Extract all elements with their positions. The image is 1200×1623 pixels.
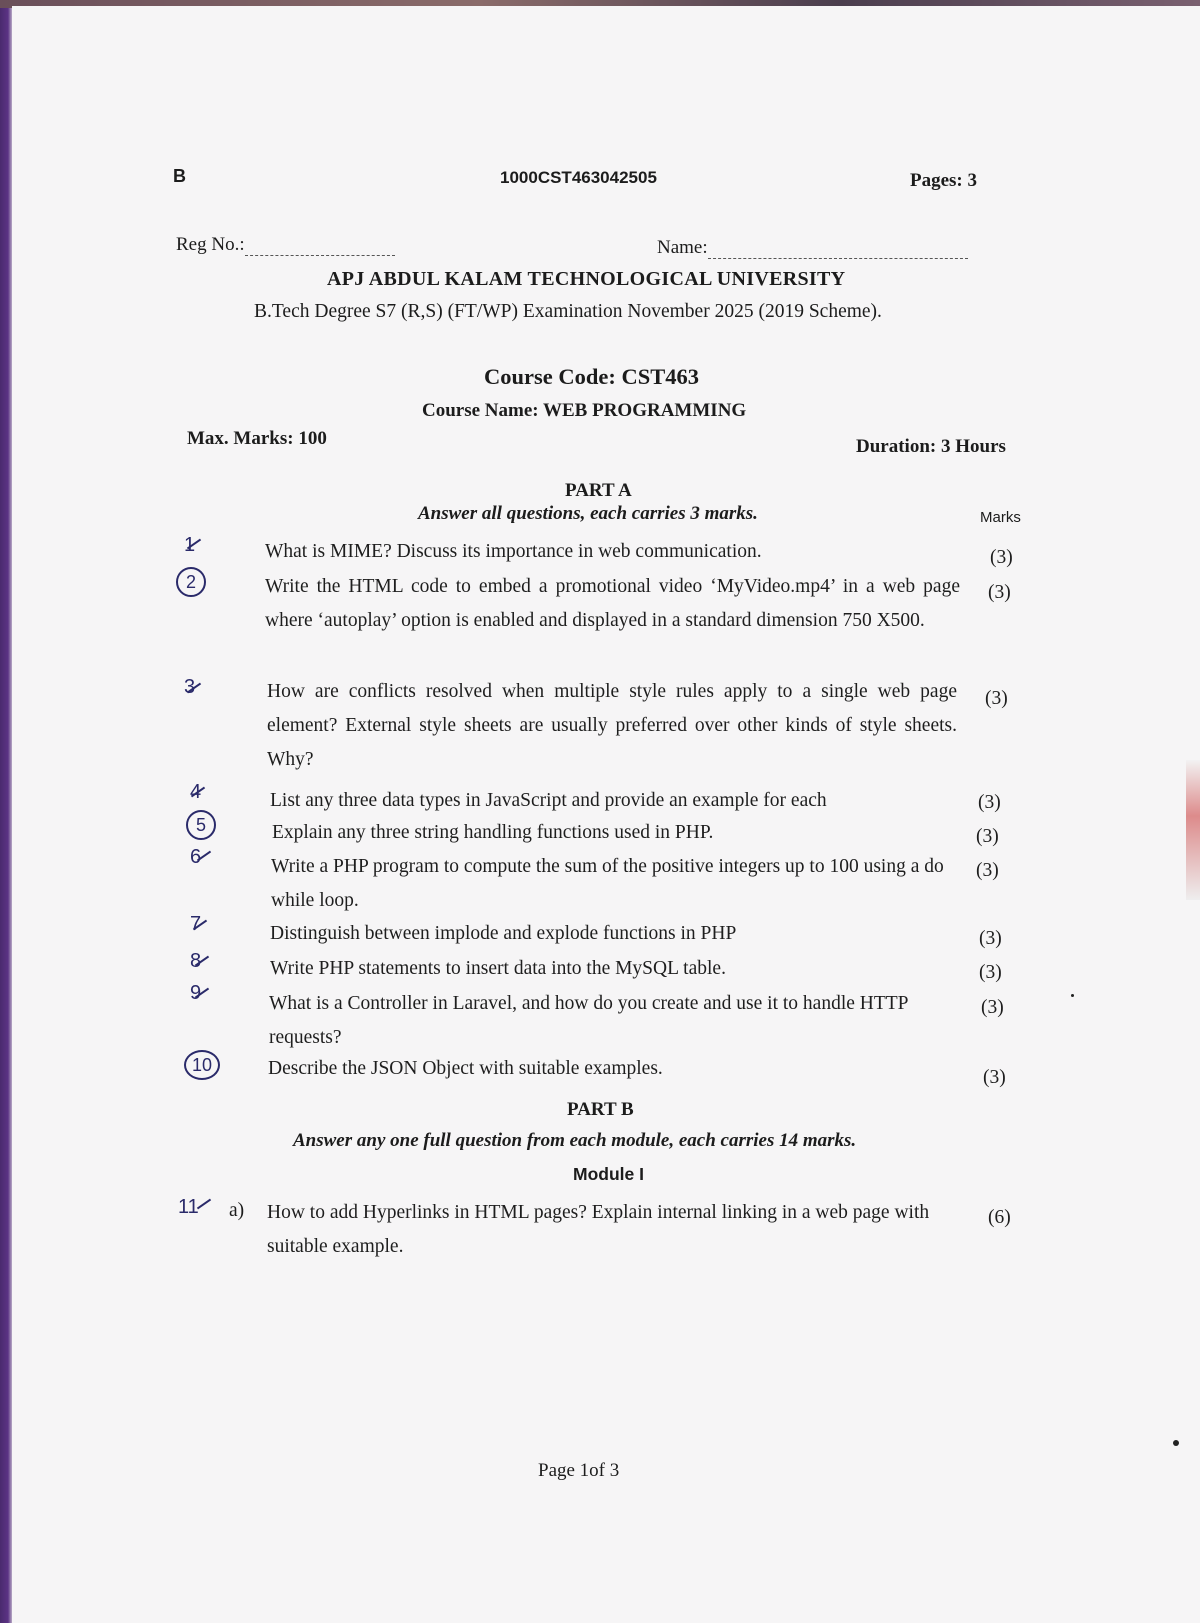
university-name: APJ ABDUL KALAM TECHNOLOGICAL UNIVERSITY	[327, 268, 846, 290]
question-number: 3	[184, 676, 196, 698]
question-number: 2	[176, 567, 206, 597]
question-text: How are conflicts resolved when multiple style rules apply to a single web page element? External style sheets are usually preferred over other kinds of style sheets. Why?	[267, 681, 957, 770]
page-number: Page 1of 3	[538, 1460, 620, 1481]
question-number: 8	[190, 950, 202, 972]
question-marks: (3)	[990, 547, 1013, 568]
photo-right-edge	[1186, 760, 1200, 900]
question-marks: (6)	[988, 1207, 1011, 1228]
degree-line: B.Tech Degree S7 (R,S) (FT/WP) Examination November 2025 (2019 Scheme).	[254, 301, 882, 322]
question-number: 11	[178, 1196, 199, 1218]
question-number: 7	[190, 913, 202, 935]
paper-code: 1000CST463042505	[500, 168, 657, 187]
question-marks: (3)	[985, 688, 1008, 709]
question-text: Describe the JSON Object with suitable examples.	[268, 1058, 663, 1079]
question-text: What is MIME? Discuss its importance in web communication.	[265, 541, 762, 562]
question-text: How to add Hyperlinks in HTML pages? Explain internal linking in a web page with suitable example.	[267, 1202, 930, 1257]
scan-speck	[1173, 1440, 1179, 1446]
question-marks: (3)	[981, 997, 1004, 1018]
question-number: 10	[184, 1050, 220, 1080]
duration: Duration: 3 Hours	[856, 436, 1006, 457]
question-text: List any three data types in JavaScript and provide an example for each	[270, 790, 827, 811]
question-text: Write a PHP program to compute the sum of the positive integers up to 100 using a do while loop.	[271, 856, 944, 911]
question-text: Write PHP statements to insert data into the MySQL table.	[270, 958, 726, 979]
question-marks: (3)	[976, 826, 999, 847]
question-number: 9	[190, 982, 202, 1004]
question-marks: (3)	[978, 792, 1001, 813]
marks-header: Marks	[980, 509, 1021, 526]
part-b-instruction: Answer any one full question from each module, each carries 14 marks.	[293, 1130, 857, 1151]
reg-no-label: Reg No.:	[176, 234, 245, 255]
question-marks: (3)	[988, 582, 1011, 603]
reg-no-blank	[245, 255, 395, 256]
question-marks: (3)	[976, 860, 999, 881]
question-number: 6	[190, 846, 202, 868]
part-a-title: PART A	[565, 480, 632, 501]
max-marks: Max. Marks: 100	[187, 428, 327, 449]
question-number: 4	[190, 781, 202, 803]
name-field	[657, 237, 968, 259]
question-marks: (3)	[983, 1067, 1006, 1088]
question-text: Write the HTML code to embed a promotional video ‘MyVideo.mp4’ in a web page where ‘autoplay’ option is enabled and displayed in a standard dimension 750 X500.	[265, 576, 960, 631]
sub-question-label: a)	[229, 1200, 245, 1221]
course-code: Course Code: CST463	[484, 364, 700, 389]
question-text: Explain any three string handling functions used in PHP.	[272, 822, 714, 843]
question-number: 5	[186, 810, 216, 840]
part-b-title: PART B	[567, 1099, 634, 1120]
question-text: What is a Controller in Laravel, and how do you create and use it to handle HTTP requests?	[269, 993, 908, 1048]
part-a-instruction: Answer all questions, each carries 3 marks.	[418, 503, 758, 524]
series-code: B	[173, 166, 186, 186]
pages-count: Pages: 3	[910, 170, 978, 191]
question-number: 1	[184, 534, 196, 556]
reg-no-field	[176, 234, 395, 256]
question-text: Distinguish between implode and explode functions in PHP	[270, 923, 737, 944]
scan-speck	[1071, 994, 1074, 997]
name-blank	[708, 258, 968, 259]
name-label: Name:	[657, 237, 708, 258]
question-marks: (3)	[979, 962, 1002, 983]
module-heading: Module I	[573, 1164, 644, 1184]
question-marks: (3)	[979, 928, 1002, 949]
course-name: Course Name: WEB PROGRAMMING	[422, 400, 747, 421]
